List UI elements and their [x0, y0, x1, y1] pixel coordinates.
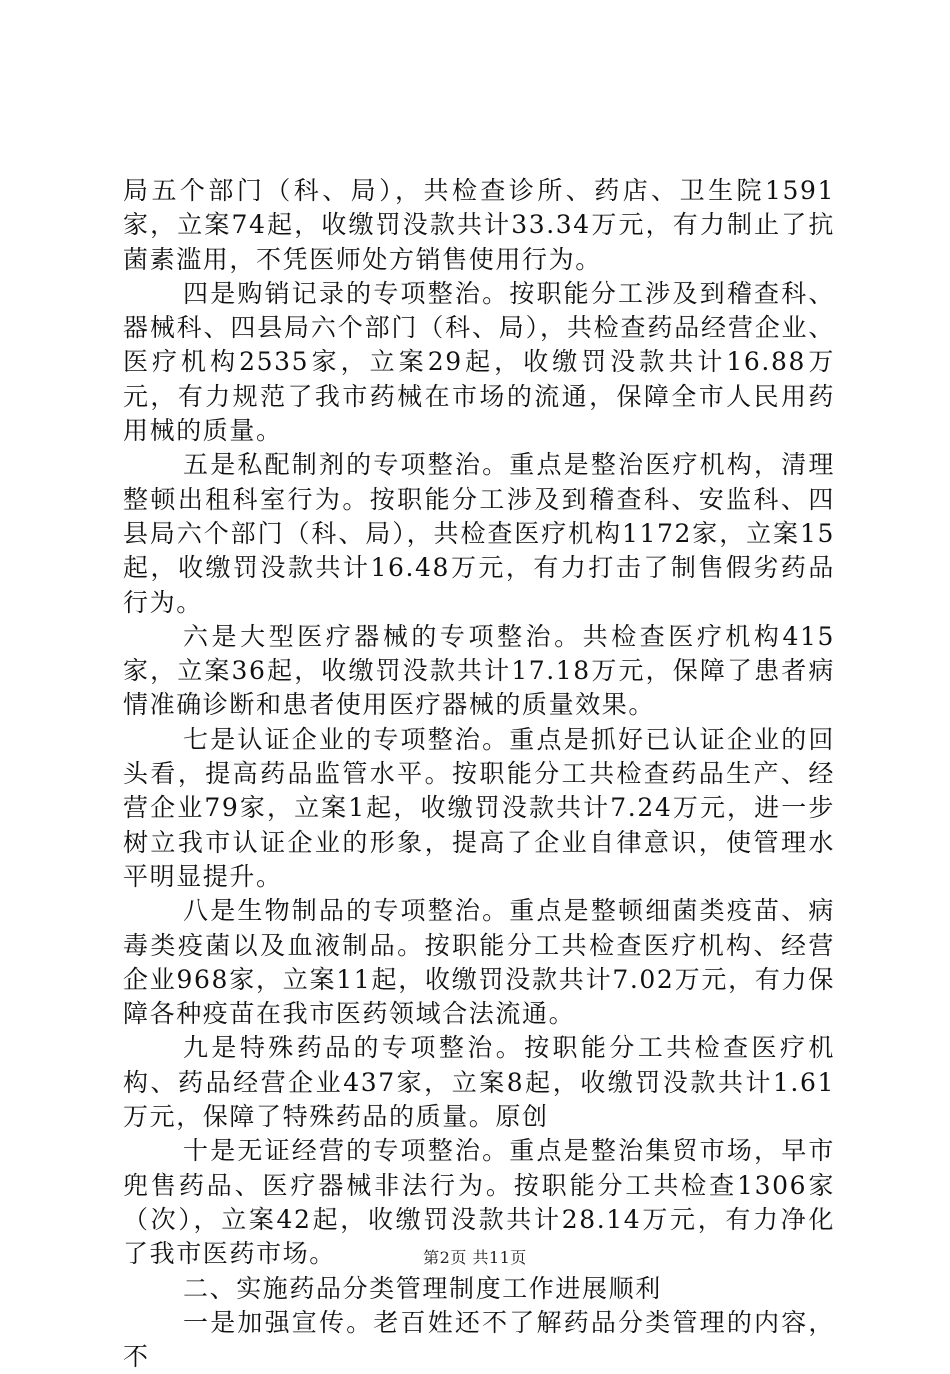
section-heading-drug-classification: 二、实施药品分类管理制度工作进展顺利 [183, 1273, 662, 1303]
page-number-footer: 第2页 共11页 [423, 1248, 527, 1267]
paragraph-purchase-records: 四是购销记录的专项整治。按职能分工涉及到稽查科、器械科、四县局六个部门（科、局），共检查药品经营企业、医疗机构2535家，立案29起，收缴罚没款共计16.88万元，有力规范了我市药械在市场的流通，保障全市人民用药用械的质量。 [123, 278, 835, 446]
paragraph-unlicensed-operation: 十是无证经营的专项整治。重点是整治集贸市场，早市兜售药品、医疗器械非法行为。按职能分工共检查1306家（次），立案42起，收缴罚没款共计28.14万元，有力净化了我市医药市场。 [123, 1136, 835, 1269]
paragraph-publicity: 一是加强宣传。老百姓还不了解药品分类管理的内容，不 [123, 1307, 835, 1372]
paragraph-private-preparations: 五是私配制剂的专项整治。重点是整治医疗机构，清理整顿出租科室行为。按职能分工涉及到稽查科、安监科、四县局六个部门（科、局），共检查医疗机构1172家，立案15起，收缴罚没款共计16.48万元，有力打击了制售假劣药品行为。 [123, 450, 835, 617]
paragraph-certified-enterprises: 七是认证企业的专项整治。重点是抓好已认证企业的回头看，提高药品监管水平。按职能分工共检查药品生产、经营企业79家，立案1起，收缴罚没款共计7.24万元，进一步树立我市认证企业的形象，提高了企业自律意识，使管理水平明显提升。 [123, 724, 835, 891]
paragraph-continuation: 局五个部门（科、局），共检查诊所、药店、卫生院1591家，立案74起，收缴罚没款共计33.34万元，有力制止了抗菌素滥用，不凭医师处方销售使用行为。 [123, 176, 835, 274]
paragraph-special-drugs: 九是特殊药品的专项整治。按职能分工共检查医疗机构、药品经营企业437家，立案8起，收缴罚没款共计1.61万元，保障了特殊药品的质量。原创 [123, 1033, 835, 1132]
paragraph-large-medical-devices: 六是大型医疗器械的专项整治。共检查医疗机构415家，立案36起，收缴罚没款共计17.18万元，保障了患者病情准确诊断和患者使用医疗器械的质量效果。 [123, 621, 835, 720]
paragraph-biological-products: 八是生物制品的专项整治。重点是整顿细菌类疫苗、病毒类疫菌以及血液制品。按职能分工共检查医疗机构、经营企业968家，立案11起，收缴罚没款共计7.02万元，有力保障各种疫苗在我市医药领域合法流通。 [123, 896, 835, 1029]
document-body [123, 174, 835, 1374]
